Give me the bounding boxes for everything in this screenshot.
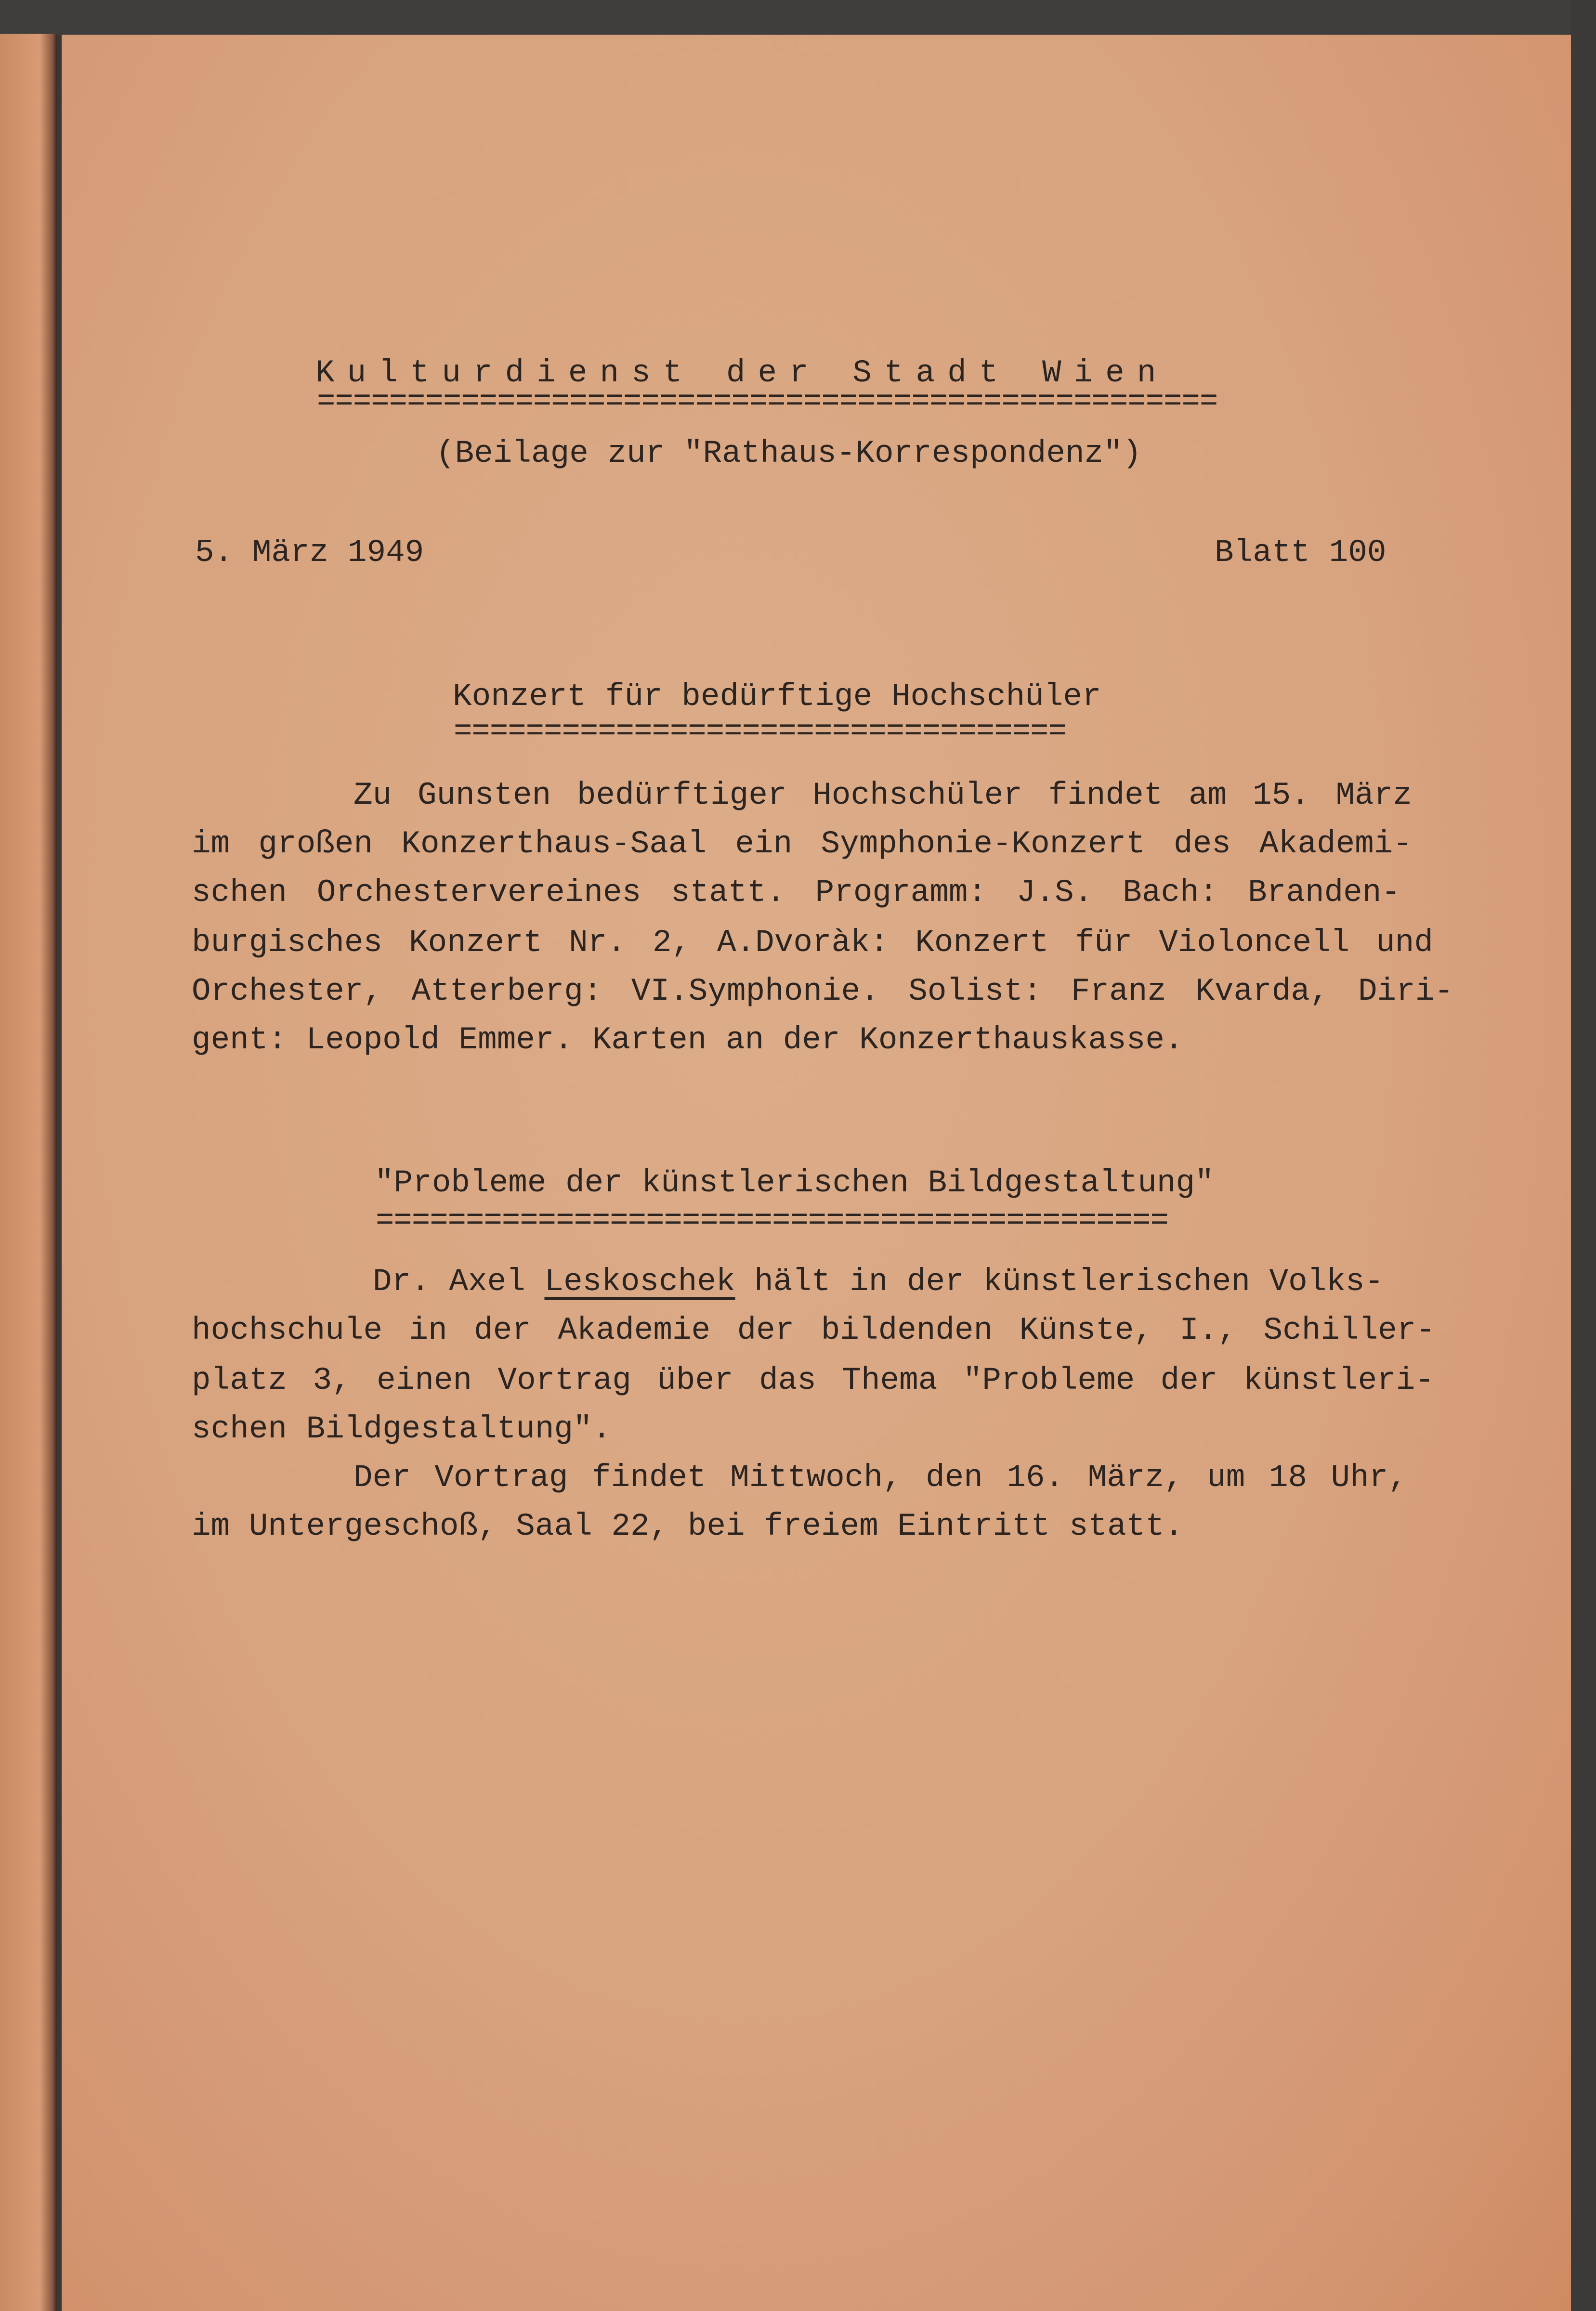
- previous-page-edge: [0, 34, 57, 2311]
- article2-heading-rule: ============================================: [376, 1204, 1168, 1239]
- article2-line: platz 3, einen Vortrag über das Thema "Probleme der künstleri-: [192, 1362, 1434, 1398]
- article2-line: [373, 1263, 1384, 1301]
- article1-line: Orchester, Atterberg: VI.Symphonie. Solist: Franz Kvarda, Diri-: [192, 973, 1453, 1009]
- underlined-name: Leskoschek: [544, 1264, 735, 1300]
- document-date: 5. März 1949: [195, 535, 424, 571]
- article2-line: hochschule in der Akademie der bildenden Künste, I., Schiller-: [192, 1312, 1435, 1348]
- article1-line: im großen Konzerthaus-Saal ein Symphonie-Konzert des Akademi-: [192, 826, 1412, 862]
- title-rule: ==================================================: [317, 385, 1218, 419]
- article2-line: schen Bildgestaltung".: [192, 1411, 612, 1447]
- article2-heading: "Probleme der künstlerischen Bildgestaltung": [375, 1165, 1214, 1201]
- article1-line: Zu Gunsten bedürftiger Hochschüler findet am 15. März: [353, 777, 1412, 813]
- article1-line: schen Orchestervereines statt. Programm: J.S. Bach: Branden-: [192, 875, 1400, 911]
- text: Dr. Axel: [373, 1264, 545, 1300]
- article1-heading-rule: ==================================: [454, 715, 1066, 749]
- article1-line: burgisches Konzert Nr. 2, A.Dvoràk: Konzert für Violoncell und: [192, 925, 1433, 961]
- scan-top-border: [0, 0, 1596, 35]
- article1-line: gent: Leopold Emmer. Karten an der Konzerthauskasse.: [192, 1022, 1184, 1058]
- document-subtitle: (Beilage zur "Rathaus-Korrespondenz"): [436, 435, 1142, 471]
- text: hält in der künstlerischen Volks-: [735, 1264, 1384, 1300]
- sheet-number: Blatt 100: [1215, 535, 1387, 571]
- article2-line: Der Vortrag findet Mittwoch, den 16. März, um 18 Uhr,: [353, 1460, 1407, 1496]
- document-title: Kulturdienst der Stadt Wien: [315, 355, 1169, 391]
- article2-line: im Untergeschoß, Saal 22, bei freiem Eintritt statt.: [192, 1508, 1184, 1544]
- scan-right-border: [1571, 0, 1596, 2311]
- article1-heading: Konzert für bedürftige Hochschüler: [453, 679, 1101, 715]
